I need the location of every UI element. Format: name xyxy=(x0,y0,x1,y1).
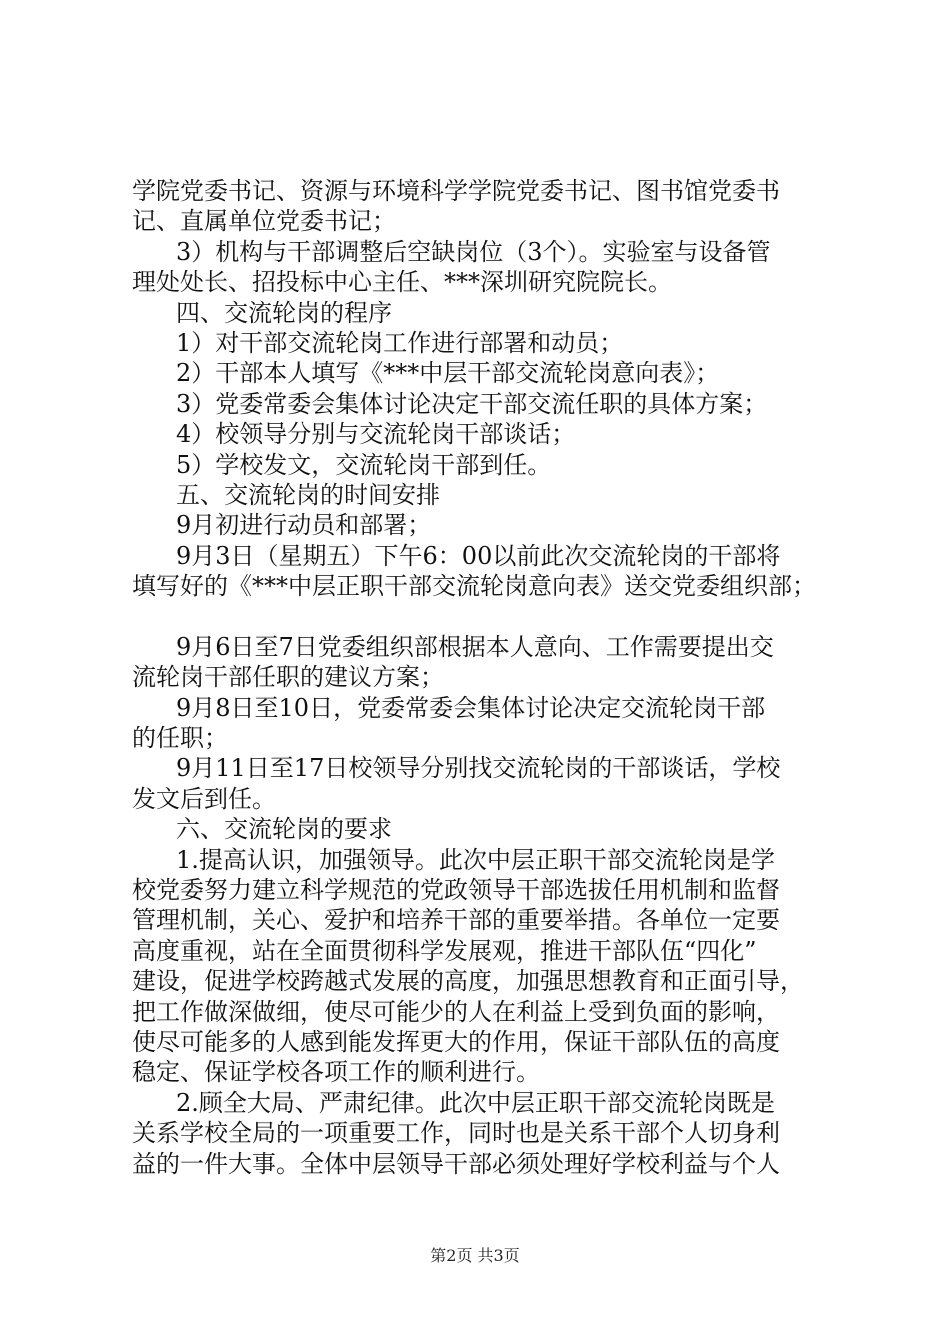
blank-line xyxy=(132,601,852,631)
text-line: 填写好的《***中层正职干部交流轮岗意向表》送交党委组织部； xyxy=(132,572,816,601)
list-item: 2）干部本人填写《***中层干部交流轮岗意向表》； xyxy=(176,359,720,388)
text-line: 把工作做深做细，使尽可能少的人在利益上受到负面的影响， xyxy=(132,997,780,1026)
text-line: 9月6日至7日党委组织部根据本人意向、工作需要提出交 xyxy=(176,632,774,661)
section-heading: 六、交流轮岗的要求 xyxy=(176,815,392,844)
list-item: 5）学校发文，交流轮岗干部到任。 xyxy=(176,450,552,479)
text-line: 益的一件大事。全体中层领导干部必须处理好学校利益与个人 xyxy=(132,1149,780,1178)
text-line: 管理机制，关心、爱护和培养干部的重要举措。各单位一定要 xyxy=(132,906,780,935)
section-heading: 五、交流轮岗的时间安排 xyxy=(176,480,440,509)
page-number-footer: 第2页 共3页 xyxy=(430,1246,520,1265)
text-line: 9月11日至17日校领导分别找交流轮岗的干部谈话，学校 xyxy=(176,754,781,783)
text-line: 9月8日至10日，党委常委会集体讨论决定交流轮岗干部 xyxy=(176,693,766,722)
text-line: 3）机构与干部调整后空缺岗位（3个）。实验室与设备管 xyxy=(176,237,771,266)
section-heading: 四、交流轮岗的程序 xyxy=(176,298,392,327)
text-line: 2.顾全大局、严肃纪律。此次中层正职干部交流轮岗既是 xyxy=(176,1088,775,1117)
text-line: 记、直属单位党委书记； xyxy=(132,207,396,236)
text-line: 关系学校全局的一项重要工作，同时也是关系干部个人切身利 xyxy=(132,1119,780,1148)
text-line: 流轮岗干部任职的建议方案； xyxy=(132,663,444,692)
text-line: 建设，促进学校跨越式发展的高度，加强思想教育和正面引导， xyxy=(132,967,804,996)
text-line: 9月初进行动员和部署； xyxy=(176,511,432,540)
text-line: 1.提高认识，加强领导。此次中层正职干部交流轮岗是学 xyxy=(176,845,775,874)
text-line: 理处处长、招投标中心主任、***深圳研究院院长。 xyxy=(132,268,672,297)
text-line: 的任职； xyxy=(132,724,228,753)
text-line: 使尽可能多的人感到能发挥更大的作用，保证干部队伍的高度 xyxy=(132,1027,780,1056)
list-item: 1）对干部交流轮岗工作进行部署和动员； xyxy=(176,328,624,357)
document-body xyxy=(132,176,852,1179)
text-line: 发文后到任。 xyxy=(132,784,276,813)
list-item: 4）校领导分别与交流轮岗干部谈话； xyxy=(176,420,576,449)
text-line: 高度重视，站在全面贯彻科学发展观，推进干部队伍“四化” xyxy=(132,936,757,965)
text-line: 稳定、保证学校各项工作的顺利进行。 xyxy=(132,1058,540,1087)
text-line: 9月3日（星期五）下午6：00以前此次交流轮岗的干部将 xyxy=(176,541,781,570)
text-line: 校党委努力建立科学规范的党政领导干部选拔任用机制和监督 xyxy=(132,875,780,904)
list-item: 3）党委常委会集体讨论决定干部交流任职的具体方案； xyxy=(176,389,768,418)
text-line: 学院党委书记、资源与环境科学学院党委书记、图书馆党委书 xyxy=(132,177,780,205)
